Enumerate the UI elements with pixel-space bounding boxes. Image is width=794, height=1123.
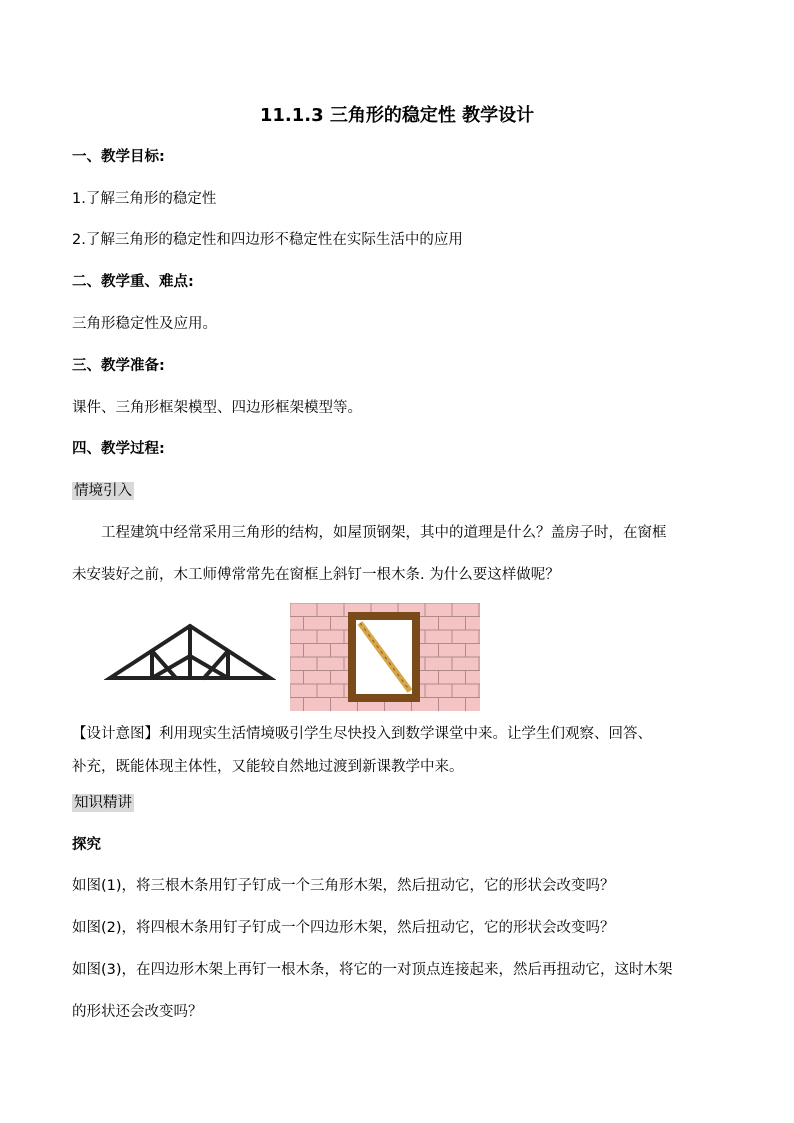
section-heading-keypoints: 二、教学重、难点: <box>72 274 194 290</box>
objective-item-1: 1.了解三角形的稳定性 <box>72 191 217 207</box>
preparation-text: 课件、三角形框架模型、四边形框架模型等。 <box>72 400 362 416</box>
question-2: 如图(2)，将四根木条用钉子钉成一个四边形木架，然后扭动它，它的形状会改变吗？ <box>72 920 615 936</box>
objective-item-2: 2.了解三角形的稳定性和四边形不稳定性在实际生活中的应用 <box>72 232 463 248</box>
design-intent-line2: 补充，既能体现主体性，又能较自然地过渡到新课教学中来。 <box>72 759 464 775</box>
roof-truss-illustration <box>104 620 276 684</box>
intro-paragraph-line2: 未安装好之前，木工师傅常常先在窗框上斜钉一根木条. 为什么要这样做呢？ <box>72 567 560 583</box>
window-frame-illustration <box>290 603 480 711</box>
explore-heading: 探究 <box>72 837 101 853</box>
intro-paragraph-line1: 工程建筑中经常采用三角形的结构，如屋顶钢架，其中的道理是什么？盖房子时，在窗框 <box>101 525 667 541</box>
question-3-line1: 如图(3)，在四边形木架上再钉一根木条，将它的一对顶点连接起来，然后再扭动它，这时木架 <box>72 962 673 978</box>
knowledge-tag-label: 知识精讲 <box>74 795 132 811</box>
page-title: 11.1.3 三角形的稳定性 教学设计 <box>259 105 535 126</box>
intro-tag <box>72 480 134 502</box>
question-3-line2: 的形状还会改变吗？ <box>72 1004 203 1020</box>
section-heading-preparation: 三、教学准备: <box>72 358 165 374</box>
keypoints-text: 三角形稳定性及应用。 <box>72 316 217 332</box>
intro-tag-label: 情境引入 <box>74 483 132 499</box>
question-1: 如图(1)，将三根木条用钉子钉成一个三角形木架，然后扭动它，它的形状会改变吗？ <box>72 878 615 894</box>
design-intent-line1: 【设计意图】利用现实生活情境吸引学生尽快投入到数学课堂中来。让学生们观察、回答、 <box>72 726 652 742</box>
section-heading-process: 四、教学过程: <box>72 441 165 457</box>
section-heading-objectives: 一、教学目标: <box>72 149 165 165</box>
knowledge-tag <box>72 792 134 814</box>
